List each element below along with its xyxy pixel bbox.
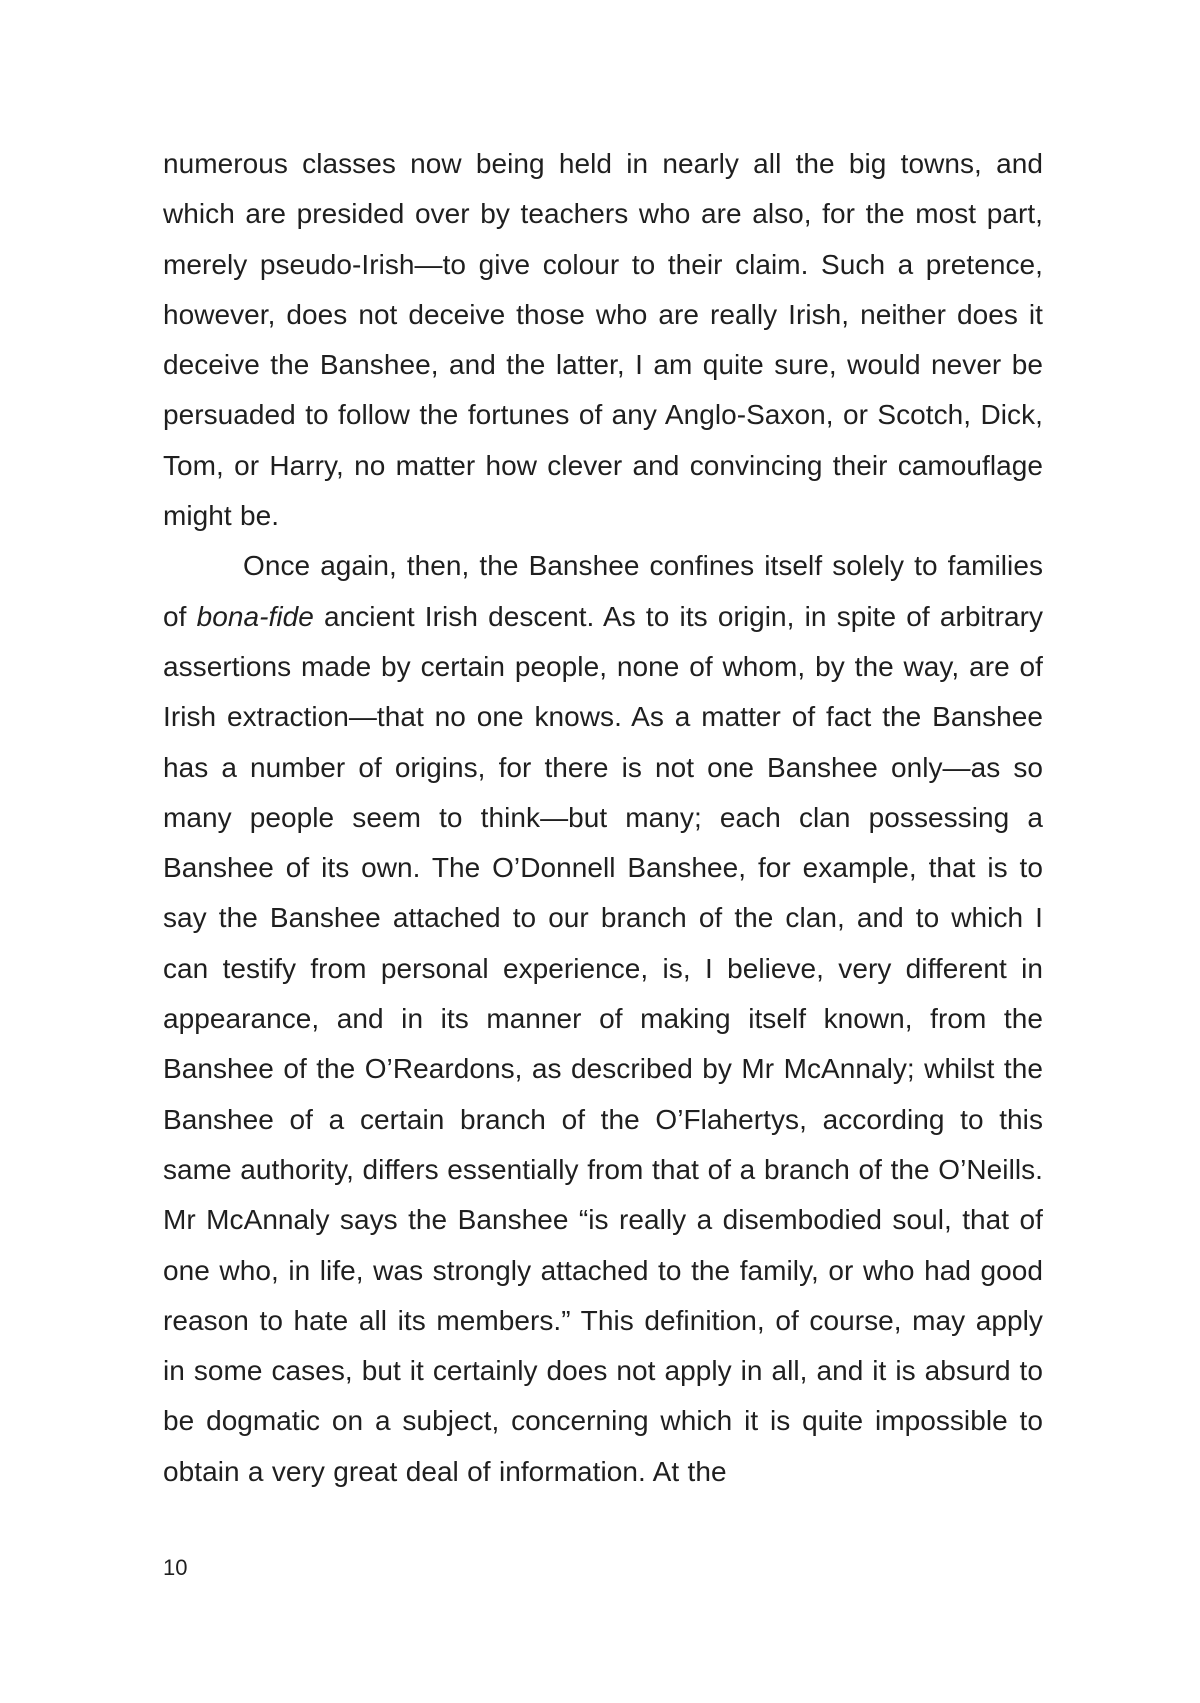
paragraph-1-text: numerous classes now being held in nearly all the big towns, and which are presided over by teachers who are also, for the most part, merely pseudo-Irish—to give colour to their claim. Such a pretence, however, does not deceive those who are really Irish, neither does it deceive the Banshee, and the latter, I am quite sure, would never be persuaded to follow the fortunes of any Anglo-Saxon, or Scotch, Dick, Tom, or Harry, no matter how clever and convincing their camouflage might be. <box>163 148 1043 532</box>
page-body <box>163 139 1043 1497</box>
italic-term-bona-fide: bona-fide <box>196 600 314 632</box>
page-number: 10 <box>163 1555 188 1580</box>
paragraph-2 <box>163 541 1043 1497</box>
paragraph-1 <box>163 139 1043 541</box>
paragraph-2-text-rest: ancient Irish descent. As to its origin, in spite of arbitrary assertions made by certain people, none of whom, by the way, are of Irish extraction—that no one knows. As a matter of fact the Banshee has a number of origins, for there is not one Banshee only—as so many people seem to think—but many; each clan possessing a Banshee of its own. The O’Donnell Banshee, for example, that is to say the Banshee attached to our branch of the clan, and to which I can testify from personal experience, is, I believe, very different in appearance, and in its manner of making itself known, from the Banshee of the O’Reardons, as described by Mr McAnnaly; whilst the Banshee of a certain branch of the O’Flahertys, according to this same authority, differs essentially from that of a branch of the O’Neills. Mr McAnnaly says the Banshee “is really a disembodied soul, that of one who, in life, was strongly attached to the family, or who had good reason to hate all its members.” This definition, of course, may apply in some cases, but it certainly does not apply in all, and it is absurd to be dogmatic on a subject, concerning which it is quite impossible to obtain a very great deal of information. At the <box>163 600 1044 1487</box>
paragraph-2-text-start: Once again, then, the Banshee confines itself solely to families of <box>163 550 1043 632</box>
